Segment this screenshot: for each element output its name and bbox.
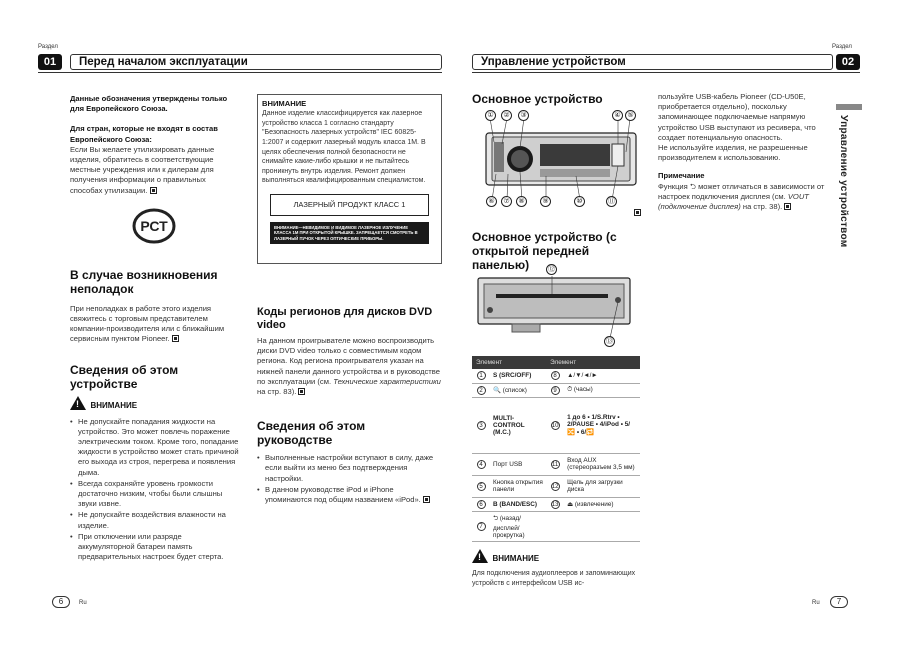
side-tab: Управление устройством (838, 115, 849, 248)
language-label-right: Ru (812, 600, 820, 606)
caution-box-text: Данное изделие классифицируется как лазерное устройство класса 1 согласно стандарту "Безопасность лазерных устройств" IEC 60825-1:2007 и содержит лазерный модуль класса 1M. В целях обеспечения полной безопасности не снимайте какие-либо крышки и не пытайтесь проникнуть внутрь изделия. Ремонт должен выполняться квалифицированным специалистом. (262, 110, 426, 185)
list-item: • При отключении или разряде аккумуляторной батареи память предварительных настроек будет стерта. (70, 532, 240, 563)
table-header: Элемент (472, 356, 546, 369)
elements-table (472, 356, 640, 542)
device-heading: Сведения об этом устройстве (70, 362, 179, 391)
laser-caution-box (257, 94, 442, 264)
end-mark-icon (298, 388, 305, 395)
device-bullets (70, 417, 240, 563)
warning-icon (70, 396, 86, 410)
region-heading: Коды регионов для дисков DVD video (257, 306, 433, 331)
manual-bullets (257, 453, 442, 505)
pct-logo-text: РСТ (140, 217, 168, 234)
callout: ⑨ (540, 196, 551, 207)
trouble-text: При неполадках в работе этого изделия свяжитесь с торговым представителем компании-производителя или с ближайшим сервисным пунктом Pioneer. (70, 303, 225, 344)
list-item: • Не допускайте попадания жидкости на устройство. Это может повлечь поражение электрическим током. Кроме того, попадание жидкости в устройство может стать причиной его выхода из строя, перегрева и появления дыма. (70, 417, 240, 478)
table-row: 3 MULTI-CONTROL (M.C.) 10 1 до 6 • 1/S.Rtrv • 2/PAUSE • 4/iPod • 5/🔀 • 6/🔁 (472, 397, 640, 453)
callout: ① (485, 110, 496, 121)
left-column-1 (70, 94, 240, 563)
trouble-heading: В случае возникновения неполадок (70, 267, 218, 296)
table-row: 6 B (BAND/ESC) 13 ⏏ (извлечение) (472, 497, 640, 511)
callout: ③ (518, 110, 529, 121)
manual-heading: Сведения об этом руководстве (257, 419, 366, 448)
table-header: Элемент (546, 356, 640, 369)
warning-icon (472, 549, 488, 563)
main-unit-heading: Основное устройство (472, 92, 603, 106)
device-caution: ! ВНИМАНИЕ (70, 395, 240, 413)
callout: ⑫ (548, 266, 555, 273)
header-title-right: Управление устройством (472, 54, 833, 70)
usb-continued-text: пользуйте USB-кабель Pioneer (CD-U50E, приобретается отдельно), поскольку запоминающее подключаемые напрямую устройство USB выступают из ресивера, что создает потенциальную опасность. (658, 92, 816, 142)
car-stereo-open-icon (472, 262, 640, 348)
non-eu-heading: Для стран, которые не входят в состав Европейского Союза: (70, 124, 218, 144)
usb-caution-text: Для подключения аудиоплееров и запоминающих устройств с интерфейсом USB ис- (472, 570, 636, 587)
language-label-left: Ru (79, 600, 87, 606)
table-row: 5 Кнопка открытия панели 12 Щель для загрузки диска (472, 475, 640, 497)
callout: ⑥ (486, 196, 497, 207)
table-header-row (472, 356, 640, 369)
header-divider-left (38, 72, 442, 73)
header-title-left: Перед началом эксплуатации (70, 54, 442, 70)
note-text: Функция ⮌ может отличаться в зависимости от настроек подключения дисплея (см. VOUT (подключение дисплея) на стр. 38). (658, 181, 825, 212)
section-label-right: Раздел (832, 44, 852, 50)
table-row: 1 S (SRC/OFF) 8 ▲/▼/◄/► (472, 369, 640, 383)
right-column-2 (658, 92, 828, 212)
left-column-2 (257, 306, 442, 506)
list-item: • В данном руководстве iPod и iPhone упоминаются под общим названием «iPod». (257, 485, 442, 505)
laser-warning-label: ВНИМАНИЕ—НЕВИДИМОЕ И ВИДИМОЕ ЛАЗЕРНОЕ ИЗЛУЧЕНИЕ КЛАССА 1M ПРИ ОТКРЫТОЙ КРЫШКЕ. ЗАПРЕЩАЕТСЯ СМОТРЕТЬ В ЛАЗЕРНЫЙ ПУЧОК ЧЕРЕЗ ОПТИЧЕСКИЕ ПРИБОРЫ. (270, 222, 429, 244)
section-number-left: 01 (38, 54, 62, 70)
end-mark-icon (150, 187, 157, 194)
callout: ⑦ (501, 196, 512, 207)
section-label-left: Раздел (38, 44, 58, 50)
usb-restriction-text: Не используйте изделия, не разрешенные производителем к использованию. (658, 143, 808, 163)
callout: ⑤ (625, 110, 636, 121)
end-mark-icon (172, 335, 179, 342)
table-row: 4 Порт USB 11 Вход AUX (стереоразъем 3,5 мм) (472, 453, 640, 475)
note-heading: Примечание (658, 171, 705, 181)
end-mark-icon (784, 203, 791, 210)
section-number-right: 02 (836, 54, 860, 70)
list-item: • Выполненные настройки вступают в силу, даже если выйти из меню без подтверждения настройки. (257, 453, 442, 484)
callout: ⑧ (516, 196, 527, 207)
side-tab-marker (836, 104, 862, 110)
page-number-right: 7 (830, 596, 848, 608)
pct-cert-logo (132, 208, 176, 244)
page-number-left: 6 (52, 596, 70, 608)
list-item: • Не допускайте воздействия влажности на изделие. (70, 510, 240, 530)
open-unit-figure (472, 262, 640, 348)
laser-product-label: ЛАЗЕРНЫЙ ПРОДУКТ КЛАСС 1 (270, 194, 429, 216)
caution-box-title: ВНИМАНИЕ (262, 99, 307, 108)
list-item: • Всегда сохраняйте уровень громкости достаточно низким, чтобы были слышны звуки извне. (70, 479, 240, 510)
callout: ⑬ (606, 338, 613, 345)
table-row: 7 ⮌ (назад/дисплей/прокрутка) (472, 511, 640, 541)
table-row: 2 🔍 (список) 9 ⏱ (часы) (472, 383, 640, 397)
pct-logo-icon (132, 208, 176, 244)
callout: ⑩ (574, 196, 585, 207)
region-text: На данном проигрывателе можно воспроизводить диски DVD video только с совместимым кодом региона. Код региона проигрывателя указан на нижней панели данного устройства и в руководстве по эксплуатации (см. Технические характеристики на стр. 83). (257, 336, 441, 397)
non-eu-text: Если Вы желаете утилизировать данные изделия, обратитесь в соответствующие местные учреждения или к дилерам для получения информации о правильных способах утилизации. (70, 144, 215, 195)
callout: ② (501, 110, 512, 121)
usb-caution: ! ВНИМАНИЕ Для подключения аудиоплееров и запоминающих устройств с интерфейсом USB ис- (472, 548, 640, 588)
main-unit-figure (472, 108, 642, 216)
end-mark-icon (634, 209, 641, 216)
end-mark-icon (423, 496, 430, 503)
eu-heading: Данные обозначения утверждены только для Европейского Союза. (70, 94, 228, 114)
header-divider-right (472, 72, 860, 73)
callout: ④ (612, 110, 623, 121)
callout: ⑪ (608, 198, 615, 205)
open-unit-heading: Основное устройство (с открытой передней панелью) (472, 230, 617, 272)
